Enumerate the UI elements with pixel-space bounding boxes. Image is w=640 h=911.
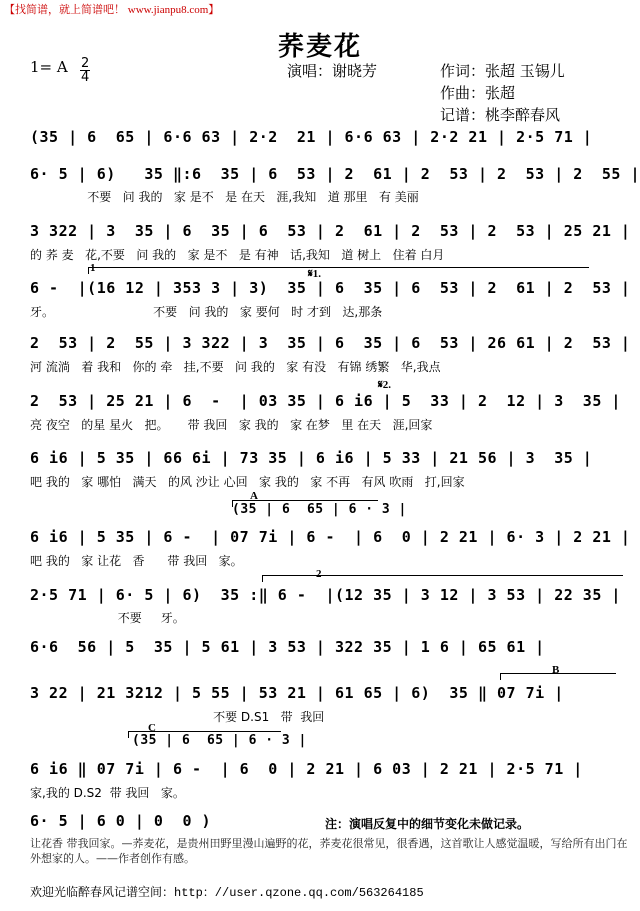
score-row: 3 22 | 21 3212 | 5 55 | 53 21 | 61 65 | 6) 35 ‖ 07 7i | xyxy=(30,684,564,702)
lyrics-row: 不要 牙。 xyxy=(30,611,185,625)
score-row: 6· 5 | 6 0 | 0 0 ) xyxy=(30,812,212,830)
segno-2: 𝄋2. xyxy=(378,379,391,391)
volta-label-2: 2 xyxy=(316,568,322,580)
time-bottom: 4 xyxy=(81,70,90,85)
key-signature: 1= A xyxy=(30,58,68,76)
lyrics-row: 不要 D.S1 带 我回 xyxy=(30,710,325,724)
segno-1: 𝄋1. xyxy=(308,268,321,280)
section-c-label: C xyxy=(148,722,156,734)
song-title: 荞麦花 xyxy=(277,32,362,62)
song-description: 让花香 带我回家。—荞麦花，是贵州田野里漫山遍野的花，荞麦花很常见，很香遇，这首歌让人感觉温暖，写给所有出门在外想家的人。——作者创作有感。 xyxy=(30,837,628,865)
score-row: 2 53 | 2 55 | 3 322 | 3 35 | 6 35 | 6 53 | 26 61 | 2 53 | xyxy=(30,334,631,352)
lyrics-row: 亮 夜空 的星 星火 把。 带 我回 家 我的 家 在梦 里 在天 涯,回家 xyxy=(30,418,433,432)
score-row: 6·6 56 | 5 35 | 5 61 | 3 53 | 322 35 | 1 6 | 65 61 | xyxy=(30,638,545,656)
time-top: 2 xyxy=(81,56,90,71)
score-row: (35 | 6 65 | 6·6 63 | 2·2 21 | 6·6 63 | 2·2 21 | 2·5 71 | xyxy=(30,128,593,146)
lyrics-row: 的 荞 麦 花,不要 问 我的 家 是不 是 有神 话,我知 道 树上 住着 白月 xyxy=(30,248,445,262)
lyrics-row: 不要 问 我的 家 是不 是 在天 涯,我知 道 那里 有 美丽 xyxy=(30,190,419,204)
composer: 作曲：张超 xyxy=(440,84,516,102)
section-b-label: B xyxy=(552,664,560,676)
site-link[interactable]: 【找简谱，就上简谱吧！ www.jianpu8.com】 xyxy=(4,4,220,16)
performance-note: 注：演唱反复中的细节变化未做记录。 xyxy=(325,817,530,831)
score-row: 6 - |(16 12 | 353 3 | 3) 35 | 6 35 | 6 53 | 2 61 | 2 53 | xyxy=(30,279,631,297)
section-a-label: A xyxy=(250,490,258,502)
volta-bracket-1 xyxy=(88,267,589,274)
footer-link[interactable]: 欢迎光临醉春风记谱空间：http：//user.qzone.qq.com/563264185 xyxy=(30,886,424,900)
score-row: 6· 5 | 6) 35 ‖:6 35 | 6 53 | 2 61 | 2 53 | 2 53 | 2 55 | xyxy=(30,165,640,183)
section-c-inline-notes: (35 | 6 65 | 6 · 3 | xyxy=(132,733,307,748)
score-row: 2 53 | 25 21 | 6 - | 03 35 | 6 i6 | 5 33 | 2 12 | 3 35 | xyxy=(30,392,621,410)
time-signature xyxy=(80,57,90,84)
score-row: 6 i6 | 5 35 | 6 - | 07 7i | 6 - | 6 0 | 2 21 | 6· 3 | 2 21 | xyxy=(30,528,631,546)
score-row: 6 i6 | 5 35 | 66 6i | 73 35 | 6 i6 | 5 33 | 21 56 | 3 35 | xyxy=(30,449,593,467)
lyricist: 作词：张超 玉锡儿 xyxy=(440,62,565,80)
score-row: 3 322 | 3 35 | 6 35 | 6 53 | 2 61 | 2 53 | 2 53 | 25 21 | xyxy=(30,222,631,240)
lyrics-row: 吧 我的 家 让花 香 带 我回 家。 xyxy=(30,554,243,568)
section-b-bracket xyxy=(500,673,616,680)
score-row: 6 i6 ‖ 07 7i | 6 - | 6 0 | 2 21 | 6 03 | 2 21 | 2·5 71 | xyxy=(30,760,583,778)
lyrics-row: 家,我的 D.S2 带 我回 家。 xyxy=(30,786,185,800)
lyrics-row: 河 流淌 着 我和 你的 牵 挂,不要 问 我的 家 有没 有锦 绣繁 华,我点 xyxy=(30,360,441,374)
lyrics-row: 吧 我的 家 哪怕 满天 的风 沙让 心回 家 我的 家 不再 有风 吹雨 打,回家 xyxy=(30,475,465,489)
lyrics-row: 牙。 不要 问 我的 家 要何 时 才到 达,那条 xyxy=(30,305,383,319)
singer: 演唱：谢晓芳 xyxy=(287,62,378,80)
score-row: 2·5 71 | 6· 5 | 6) 35 :‖ 6 - |(12 35 | 3 12 | 3 53 | 22 35 | xyxy=(30,586,621,604)
transcriber: 记谱：桃李醉春风 xyxy=(440,106,561,124)
section-a-inline-notes: (35 | 6 65 | 6 · 3 | xyxy=(232,502,407,517)
volta-label-1: 1 xyxy=(90,262,96,274)
